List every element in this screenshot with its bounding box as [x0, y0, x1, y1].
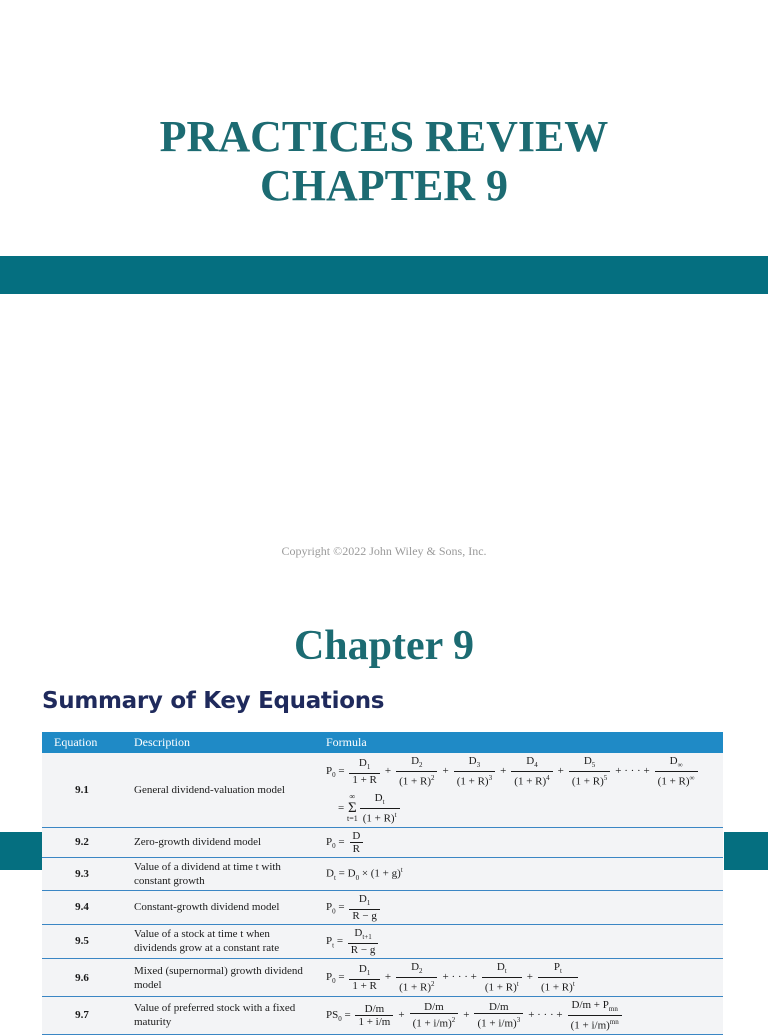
- table-row: [42, 827, 723, 857]
- equation-number: 9.2: [42, 827, 122, 857]
- equation-description: Mixed (supernormal) growth dividend model: [122, 959, 314, 997]
- left-accent-block: [0, 832, 44, 870]
- equation-formula: $P_t$ = $\frac{D_{t+1}}{R - g}$: [314, 924, 723, 958]
- equation-number: 9.6: [42, 959, 122, 997]
- equation-formula: $P_0$ = $\frac{D_1}{1 + R}$ + $\frac{D_2}{(1 + R)^2}$ + · · · + $\frac{D_t}{(1 + R)^t}$ + $\frac{P_t}{(1 + R)^t}$: [314, 959, 723, 997]
- chapter-title: Chapter 9: [293, 623, 475, 669]
- equation-formula: $D_t = D_0 \times (1 + g)^t$: [314, 857, 723, 890]
- table-row: [42, 924, 723, 958]
- table-row: [42, 753, 723, 827]
- equation-description: Value of a dividend at time t with constant growth: [122, 857, 314, 890]
- equation-number: 9.5: [42, 924, 122, 958]
- equation-formula: $P_0$ = $\frac{D_1}{R - g}$: [314, 890, 723, 924]
- title-divider-band: [0, 256, 768, 294]
- equation-number: 9.1: [42, 753, 122, 827]
- equation-description: Constant-growth dividend model: [122, 890, 314, 924]
- table-row: [42, 959, 723, 997]
- equation-description: General dividend-valuation model: [122, 753, 314, 827]
- equation-description: Value of a stock at time t when dividends grow at a constant rate: [122, 924, 314, 958]
- equation-number: 9.7: [42, 997, 122, 1035]
- column-header-equation: Equation: [42, 732, 122, 753]
- equation-formula: $PS_0$ = $\frac{D/m}{1 + i/m}$ + $\frac{D/m}{(1 + i/m)^2}$ + $\frac{D/m}{(1 + i/m)^3}$ + · · · + $\frac{D/m + P_{mn}}{(1 + i/m)^{mn}}$: [314, 997, 723, 1035]
- slide-title-line-1: PRACTICES REVIEW: [159, 112, 609, 161]
- table-row: [42, 890, 723, 924]
- slide-title-line-2: CHAPTER 9: [259, 161, 509, 210]
- column-header-formula: Formula: [314, 732, 723, 753]
- table-row: [42, 997, 723, 1035]
- equation-formula: $P_0$ = $\frac{D}{R}$: [314, 827, 723, 857]
- copyright-text: Copyright ©2022 John Wiley & Sons, Inc.: [281, 544, 487, 558]
- table-header-row: [42, 732, 723, 753]
- equation-description: Zero-growth dividend model: [122, 827, 314, 857]
- equation-number: 9.3: [42, 857, 122, 890]
- equations-table: [42, 732, 723, 1035]
- summary-heading: Summary of Key Equations: [42, 688, 385, 714]
- column-header-description: Description: [122, 732, 314, 753]
- equation-description: Value of preferred stock with a fixed maturity: [122, 997, 314, 1035]
- equation-number: 9.4: [42, 890, 122, 924]
- equation-formula: $P_0$ = $\frac{D_1}{1 + R}$ + $\frac{D_2}{(1 + R)^2}$ + $\frac{D_3}{(1 + R)^3}$ + $\frac{D_4}{(1 + R)^4}$ + $\frac{D_5}{(1 + R)^5}$ + · · · + $\frac{D_\infty}{(1 + R)^\infty}$ = ∞ Σ t=1 $\frac{D_t}{(1 + R)^t}$: [314, 753, 723, 827]
- right-accent-block: [724, 832, 768, 870]
- table-row: [42, 857, 723, 890]
